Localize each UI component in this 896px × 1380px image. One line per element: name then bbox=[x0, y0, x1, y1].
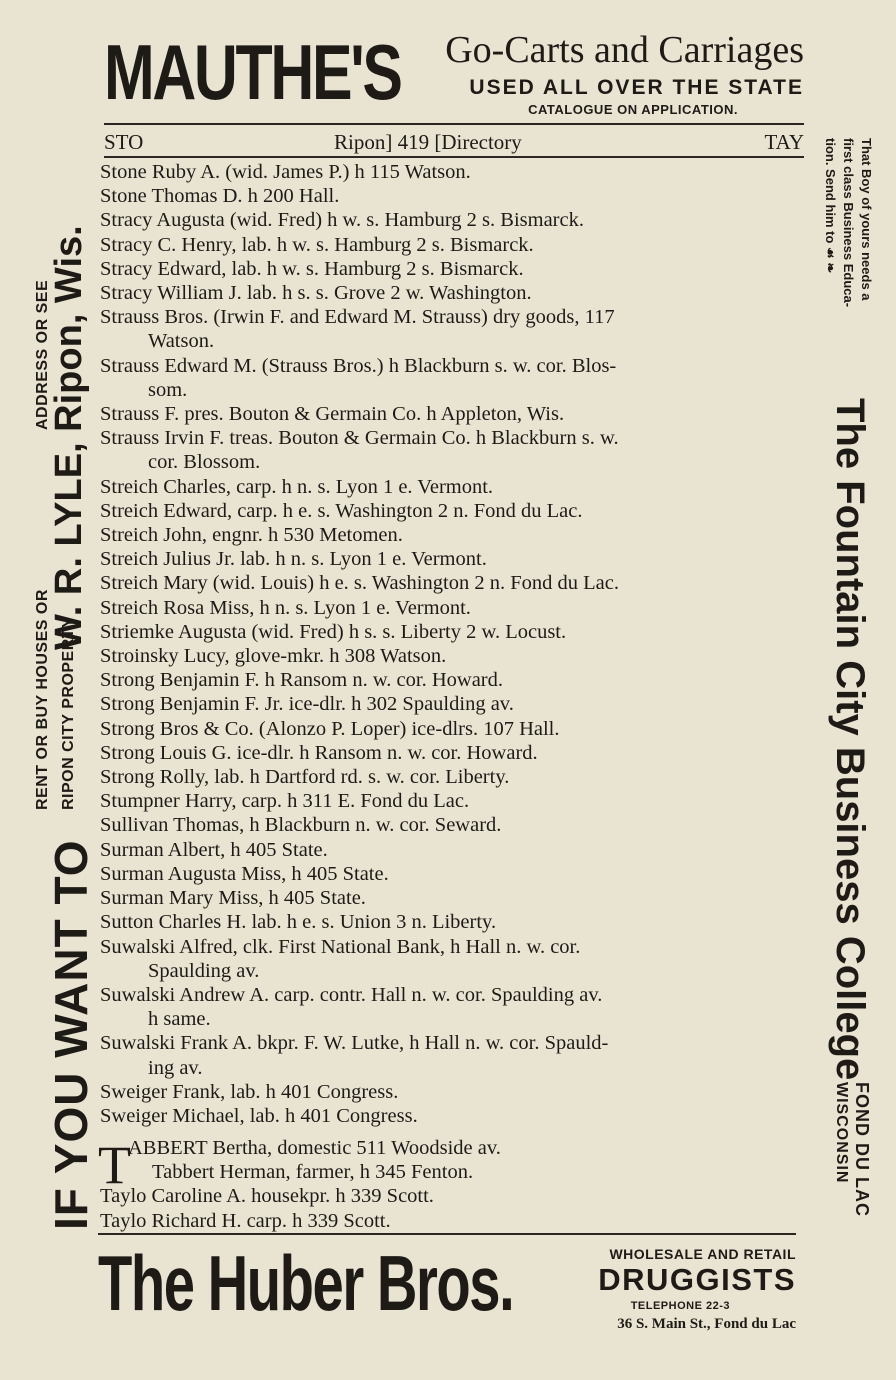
entry-text: Stracy Augusta (wid. Fred) h w. s. Hamburg 2 s. Bismarck. bbox=[100, 209, 584, 232]
entry-text: Strauss Bros. (Irwin F. and Edward M. Strauss) dry goods, 117 bbox=[100, 306, 615, 329]
telephone-line: TELEPHONE 22-3 bbox=[630, 1300, 730, 1312]
entry-text: Suwalski Alfred, clk. First National Bank, h Hall n. w. cor. bbox=[100, 935, 581, 958]
list-item bbox=[100, 862, 804, 886]
list-item bbox=[100, 644, 804, 668]
entry-text: Suwalski Andrew A. carp. contr. Hall n. w. cor. Spaulding av. bbox=[100, 983, 603, 1006]
list-item bbox=[100, 813, 804, 837]
list-item bbox=[100, 668, 804, 692]
list-item bbox=[98, 1209, 804, 1233]
directory-entries bbox=[100, 160, 804, 1128]
entry-text: Stracy Edward, lab. h w. s. Hamburg 2 s. Bismarck. bbox=[100, 257, 524, 280]
boy-line-3: tion. Send him to ☙ ❧ bbox=[823, 138, 838, 274]
dropcap-letter: T bbox=[98, 1135, 131, 1195]
running-header-middle: Ripon] 419 [Directory bbox=[334, 130, 522, 154]
t-first-entry: ABBERT Bertha, domestic 511 Woodside av. bbox=[128, 1137, 501, 1159]
list-item bbox=[100, 184, 804, 208]
entry-text: Strong Rolly, lab. h Dartford rd. s. w. cor. Liberty. bbox=[100, 766, 510, 789]
entry-text: Strauss Irvin F. treas. Bouton & Germain Co. h Blackburn s. w. bbox=[100, 427, 619, 450]
entry-text: Sweiger Michael, lab. h 401 Congress. bbox=[100, 1104, 418, 1127]
t-entry-1: Tabbert Herman, farmer, h 345 Fenton. bbox=[152, 1161, 474, 1184]
list-item bbox=[100, 257, 804, 281]
list-item bbox=[100, 354, 804, 402]
list-item bbox=[100, 765, 804, 789]
list-item bbox=[100, 402, 804, 426]
druggists-line: DRUGGISTS bbox=[598, 1262, 796, 1297]
mauthe-brand: MAUTHE'S bbox=[104, 28, 401, 116]
t-section bbox=[98, 1136, 804, 1233]
entry-text: Stone Ruby A. (wid. James P.) h 115 Watson. bbox=[100, 161, 471, 183]
list-item bbox=[100, 596, 804, 620]
ripon-city-property: RIPON CITY PROPERTY bbox=[60, 616, 77, 810]
address-line: 36 S. Main St., Fond du Lac bbox=[617, 1316, 796, 1332]
list-item bbox=[100, 838, 804, 862]
fond-du-lac: FOND DU LAC bbox=[852, 1082, 872, 1217]
list-item bbox=[100, 1080, 804, 1104]
entry-text: Streich John, engnr. h 530 Metomen. bbox=[100, 524, 403, 547]
entry-text: Strauss Edward M. (Strauss Bros.) h Blackburn s. w. cor. Blos- bbox=[100, 354, 617, 377]
entry-text: Stumpner Harry, carp. h 311 E. Fond du Lac. bbox=[100, 790, 470, 813]
list-item bbox=[100, 547, 804, 571]
top-rule bbox=[104, 123, 804, 125]
lyle-name: W. R. LYLE, Ripon, Wis. bbox=[48, 225, 90, 650]
gocarts-headline: Go-Carts and Carriages bbox=[445, 29, 804, 71]
entry-text: Sweiger Frank, lab. h 401 Congress. bbox=[100, 1080, 399, 1103]
rent-or-buy: RENT OR BUY HOUSES OR bbox=[34, 589, 51, 810]
list-item bbox=[98, 1160, 804, 1184]
entry-text: Strauss F. pres. Bouton & Germain Co. h Appleton, Wis. bbox=[100, 403, 565, 426]
header-rule bbox=[104, 156, 804, 158]
entry-continuation: Spaulding av. bbox=[148, 959, 260, 982]
entry-continuation: som. bbox=[148, 378, 188, 401]
list-item bbox=[100, 1031, 804, 1079]
list-item bbox=[98, 1136, 804, 1160]
list-item bbox=[100, 1104, 804, 1128]
boy-line-1: That Boy of yours needs a bbox=[859, 138, 874, 301]
fountain-city-college: The Fountain City Business College bbox=[828, 398, 872, 1081]
list-item bbox=[100, 717, 804, 741]
entry-text: Streich Rosa Miss, h n. s. Lyon 1 e. Vermont. bbox=[100, 596, 471, 619]
list-item bbox=[100, 523, 804, 547]
entry-continuation: ing av. bbox=[148, 1056, 203, 1079]
list-item bbox=[100, 789, 804, 813]
list-item bbox=[100, 426, 804, 474]
list-item bbox=[100, 983, 804, 1031]
entry-text: Strong Louis G. ice-dlr. h Ransom n. w. cor. Howard. bbox=[100, 741, 538, 764]
list-item bbox=[100, 475, 804, 499]
list-item bbox=[100, 305, 804, 353]
entry-text: Streich Charles, carp. h n. s. Lyon 1 e. Vermont. bbox=[100, 475, 494, 498]
entry-text: Stracy C. Henry, lab. h w. s. Hamburg 2 s. Bismarck. bbox=[100, 233, 534, 256]
boy-line-2: first class Business Educa- bbox=[841, 138, 856, 308]
used-tagline: USED ALL OVER THE STATE bbox=[469, 76, 804, 99]
entry-text: Streich Mary (wid. Louis) h e. s. Washington 2 n. Fond du Lac. bbox=[100, 572, 619, 595]
entry-continuation: cor. Blossom. bbox=[148, 451, 261, 474]
entry-text: Stroinsky Lucy, glove-mkr. h 308 Watson. bbox=[100, 645, 447, 668]
wisconsin: WISCONSIN bbox=[833, 1082, 850, 1184]
entry-text: Streich Edward, carp. h e. s. Washington 2 n. Fond du Lac. bbox=[100, 499, 583, 522]
wholesale-line: WHOLESALE AND RETAIL bbox=[609, 1246, 796, 1262]
entry-text: Suwalski Frank A. bkpr. F. W. Lutke, h Hall n. w. cor. Spauld- bbox=[100, 1032, 609, 1055]
top-advertisement bbox=[104, 24, 804, 120]
address-or-see: ADDRESS OR SEE bbox=[34, 279, 51, 430]
entry-text: Stone Thomas D. h 200 Hall. bbox=[100, 185, 340, 208]
list-item bbox=[100, 935, 804, 983]
list-item bbox=[98, 1184, 804, 1208]
entry-text: Striemke Augusta (wid. Fred) h s. s. Liberty 2 w. Locust. bbox=[100, 620, 567, 643]
entry-text: Strong Benjamin F. Jr. ice-dlr. h 302 Spaulding av. bbox=[100, 693, 514, 716]
if-you-want-to: IF YOU WANT TO bbox=[45, 839, 97, 1230]
list-item bbox=[100, 910, 804, 934]
list-item bbox=[100, 620, 804, 644]
entry-text: Surman Mary Miss, h 405 State. bbox=[100, 887, 366, 910]
list-item bbox=[100, 208, 804, 232]
entry-continuation: h same. bbox=[148, 1008, 211, 1031]
entry-text: Strong Benjamin F. h Ransom n. w. cor. Howard. bbox=[100, 669, 504, 692]
list-item bbox=[100, 692, 804, 716]
list-item bbox=[100, 886, 804, 910]
list-item bbox=[100, 160, 804, 184]
bottom-advertisement bbox=[98, 1238, 804, 1338]
entry-text: Surman Augusta Miss, h 405 State. bbox=[100, 862, 389, 885]
t-entry-3: Taylo Richard H. carp. h 339 Scott. bbox=[100, 1209, 391, 1232]
entry-text: Sullivan Thomas, h Blackburn n. w. cor. Seward. bbox=[100, 814, 502, 837]
entry-continuation: Watson. bbox=[148, 330, 215, 353]
list-item bbox=[100, 281, 804, 305]
entry-text: Stracy William J. lab. h s. s. Grove 2 w. Washington. bbox=[100, 282, 532, 305]
entry-text: Strong Bros & Co. (Alonzo P. Loper) ice-dlrs. 107 Hall. bbox=[100, 717, 560, 740]
running-header-left: STO bbox=[104, 130, 144, 154]
entry-text: Sutton Charles H. lab. h e. s. Union 3 n. Liberty. bbox=[100, 911, 497, 934]
right-vertical-ad bbox=[806, 130, 896, 1240]
entry-text: Streich Julius Jr. lab. h n. s. Lyon 1 e. Vermont. bbox=[100, 548, 487, 571]
left-vertical-ad bbox=[14, 130, 97, 1240]
bottom-rule bbox=[98, 1233, 796, 1235]
list-item bbox=[100, 571, 804, 595]
list-item bbox=[100, 233, 804, 257]
catalogue-note: CATALOGUE ON APPLICATION. bbox=[528, 102, 738, 117]
entry-text: Surman Albert, h 405 State. bbox=[100, 838, 328, 861]
running-header bbox=[104, 130, 804, 156]
running-header-right: TAY bbox=[764, 130, 804, 154]
list-item bbox=[100, 741, 804, 765]
huber-brand: The Huber Bros. bbox=[98, 1239, 514, 1327]
t-entry-2: Taylo Caroline A. housekpr. h 339 Scott. bbox=[100, 1185, 434, 1208]
list-item bbox=[100, 499, 804, 523]
